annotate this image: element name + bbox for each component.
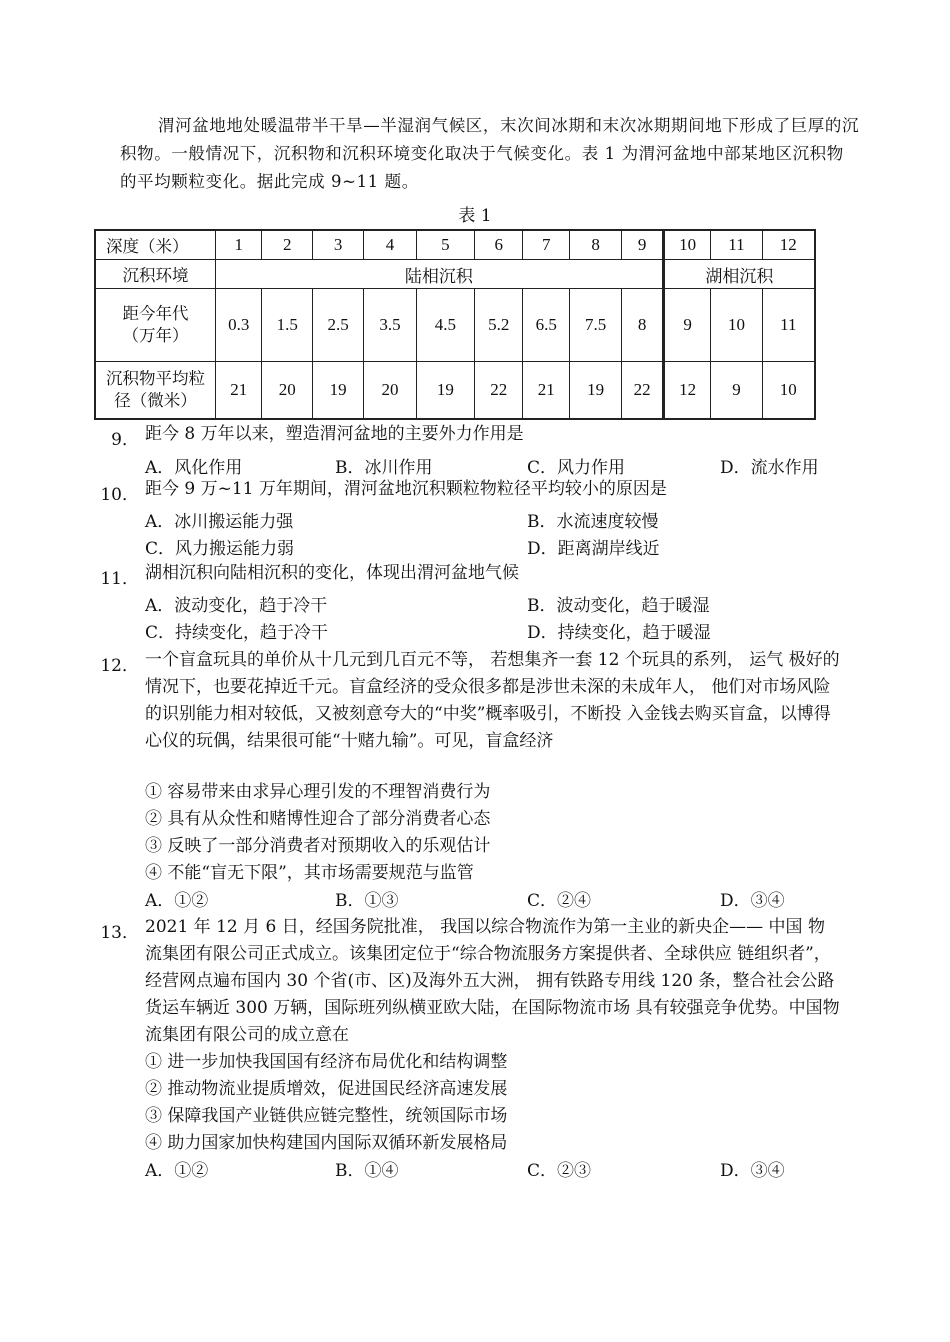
grain-cell: 9	[711, 362, 762, 420]
depth-cell: 5	[416, 230, 474, 260]
sediment-table	[94, 229, 816, 420]
depth-cell: 9	[622, 230, 664, 260]
depth-cell: 6	[474, 230, 522, 260]
option-a: A．风化作用	[145, 458, 243, 478]
depth-cell: 3	[312, 230, 363, 260]
age-cell: 4.5	[416, 289, 474, 362]
depth-cell: 8	[569, 230, 621, 260]
statement-3: ③ 反映了一部分消费者对预期收入的乐观估计	[145, 836, 491, 856]
option-d: D．距离湖岸线近	[527, 539, 660, 559]
age-cell: 1.5	[262, 289, 312, 362]
table-caption: 表 1	[458, 206, 492, 226]
grain-cell: 19	[416, 362, 474, 420]
option-c: C．②③	[527, 1161, 592, 1181]
age-cell: 9	[663, 289, 710, 362]
depth-cell: 11	[711, 230, 762, 260]
option-b: B．①④	[335, 1161, 399, 1181]
grain-cell: 21	[523, 362, 570, 420]
statement-1: ① 容易带来由求异心理引发的不理智消费行为	[145, 782, 491, 802]
grain-cell: 22	[474, 362, 522, 420]
option-a: A．①②	[145, 891, 209, 911]
depth-cell: 2	[262, 230, 312, 260]
table-row-depth	[95, 230, 815, 260]
age-cell: 5.2	[474, 289, 522, 362]
question-number: 13．	[100, 923, 139, 943]
env-land-cell: 陆相沉积	[215, 260, 663, 289]
question-stem: 一个盲盒玩具的单价从十几元到几百元不等， 若想集齐一套 12 个玩具的系列， 运气 极好的情况下，也要花掉近千元。盲盒经济的受众很多都是涉世未深的未成年人， 他们对市场风险的识别能力相对较低，又被刻意夸大的“中奖”概率吸引，不断投 入金钱去购买盲盒，以博得心仪的玩偶，结果很可能“十赌九输”。可见，盲盒经济	[145, 650, 840, 751]
option-b: B．①③	[335, 891, 399, 911]
row-label-age: 距今年代（万年）	[95, 289, 215, 362]
table-row-age	[95, 289, 815, 362]
statement-2: ② 推动物流业提质增效，促进国民经济高速发展	[145, 1079, 508, 1099]
option-d: D．持续变化，趋于暖湿	[527, 623, 711, 643]
statement-4: ④ 不能“盲无下限”，其市场需要规范与监管	[145, 863, 474, 883]
statement-1: ① 进一步加快我国国有经济布局优化和结构调整	[145, 1052, 508, 1072]
grain-cell: 19	[312, 362, 363, 420]
option-b: B．水流速度较慢	[527, 512, 659, 532]
option-d: D．③④	[720, 891, 785, 911]
row-label-env: 沉积环境	[95, 260, 215, 289]
table-row-env	[95, 260, 815, 289]
table-row-grain	[95, 362, 815, 420]
option-b: B．冰川作用	[335, 458, 433, 478]
question-stem: 湖相沉积向陆相沉积的变化，体现出渭河盆地气候	[145, 563, 519, 583]
depth-cell: 7	[523, 230, 570, 260]
age-cell: 3.5	[364, 289, 416, 362]
age-cell: 8	[622, 289, 664, 362]
depth-cell: 10	[663, 230, 710, 260]
question-stem: 距今 9 万~11 万年期间，渭河盆地沉积颗粒物粒径平均较小的原因是	[145, 479, 667, 499]
option-d: D．流水作用	[720, 458, 819, 478]
row-label-grain: 沉积物平均粒径（微米）	[95, 362, 215, 420]
age-cell: 7.5	[569, 289, 621, 362]
age-cell: 10	[711, 289, 762, 362]
question-number: 12．	[100, 656, 139, 676]
env-lake-cell: 湖相沉积	[663, 260, 815, 289]
depth-cell: 4	[364, 230, 416, 260]
option-b: B．波动变化，趋于暖湿	[527, 596, 710, 616]
grain-cell: 20	[364, 362, 416, 420]
statement-4: ④ 助力国家加快构建国内国际双循环新发展格局	[145, 1133, 508, 1153]
grain-cell: 21	[215, 362, 262, 420]
grain-cell: 10	[762, 362, 815, 420]
statement-2: ② 具有从众性和赌博性迎合了部分消费者心态	[145, 809, 491, 829]
question-number: 9．	[111, 430, 139, 450]
grain-cell: 19	[569, 362, 621, 420]
row-label-depth: 深度（米）	[95, 230, 215, 260]
depth-cell: 12	[762, 230, 815, 260]
statement-3: ③ 保障我国产业链供应链完整性，统领国际市场	[145, 1106, 508, 1126]
question-number: 10．	[100, 485, 139, 505]
option-a: A．波动变化，趋于冷干	[145, 596, 328, 616]
age-cell: 11	[762, 289, 815, 362]
intro-paragraph: 渭河盆地地处暖温带半干旱—半湿润气候区，末次间冰期和末次冰期期间地下形成了巨厚的沉积物。一般情况下，沉积物和沉积环境变化取决于气候变化。表 1 为渭河盆地中部某地区沉积物的平均颗粒变化。据此完成 9~11 题。	[120, 116, 860, 191]
question-stem: 距今 8 万年以来，塑造渭河盆地的主要外力作用是	[145, 424, 524, 444]
question-stem: 2021 年 12 月 6 日，经国务院批准， 我国以综合物流作为第一主业的新央企—— 中国 物流集团有限公司正式成立。该集团定位于“综合物流服务方案提供者、全球供应 链组织者”，经营网点遍布国内 30 个省(市、区)及海外五大洲， 拥有铁路专用线 120 条，整合社会公路货运车辆近 300 万辆，国际班列纵横亚欧大陆，在国际物流市场 具有较强竞争优势。中国物流集团有限公司的成立意在	[145, 917, 840, 1045]
grain-cell: 12	[663, 362, 710, 420]
grain-cell: 22	[622, 362, 664, 420]
option-c: C．风力作用	[527, 458, 626, 478]
age-cell: 0.3	[215, 289, 262, 362]
option-a: A．①②	[145, 1161, 209, 1181]
grain-cell: 20	[262, 362, 312, 420]
depth-cell: 1	[215, 230, 262, 260]
question-number: 11．	[100, 569, 139, 589]
age-cell: 6.5	[523, 289, 570, 362]
option-c: C．风力搬运能力弱	[145, 539, 295, 559]
option-c: C．②④	[527, 891, 592, 911]
option-d: D．③④	[720, 1161, 785, 1181]
option-c: C．持续变化，趋于冷干	[145, 623, 329, 643]
age-cell: 2.5	[312, 289, 363, 362]
option-a: A．冰川搬运能力强	[145, 512, 294, 532]
